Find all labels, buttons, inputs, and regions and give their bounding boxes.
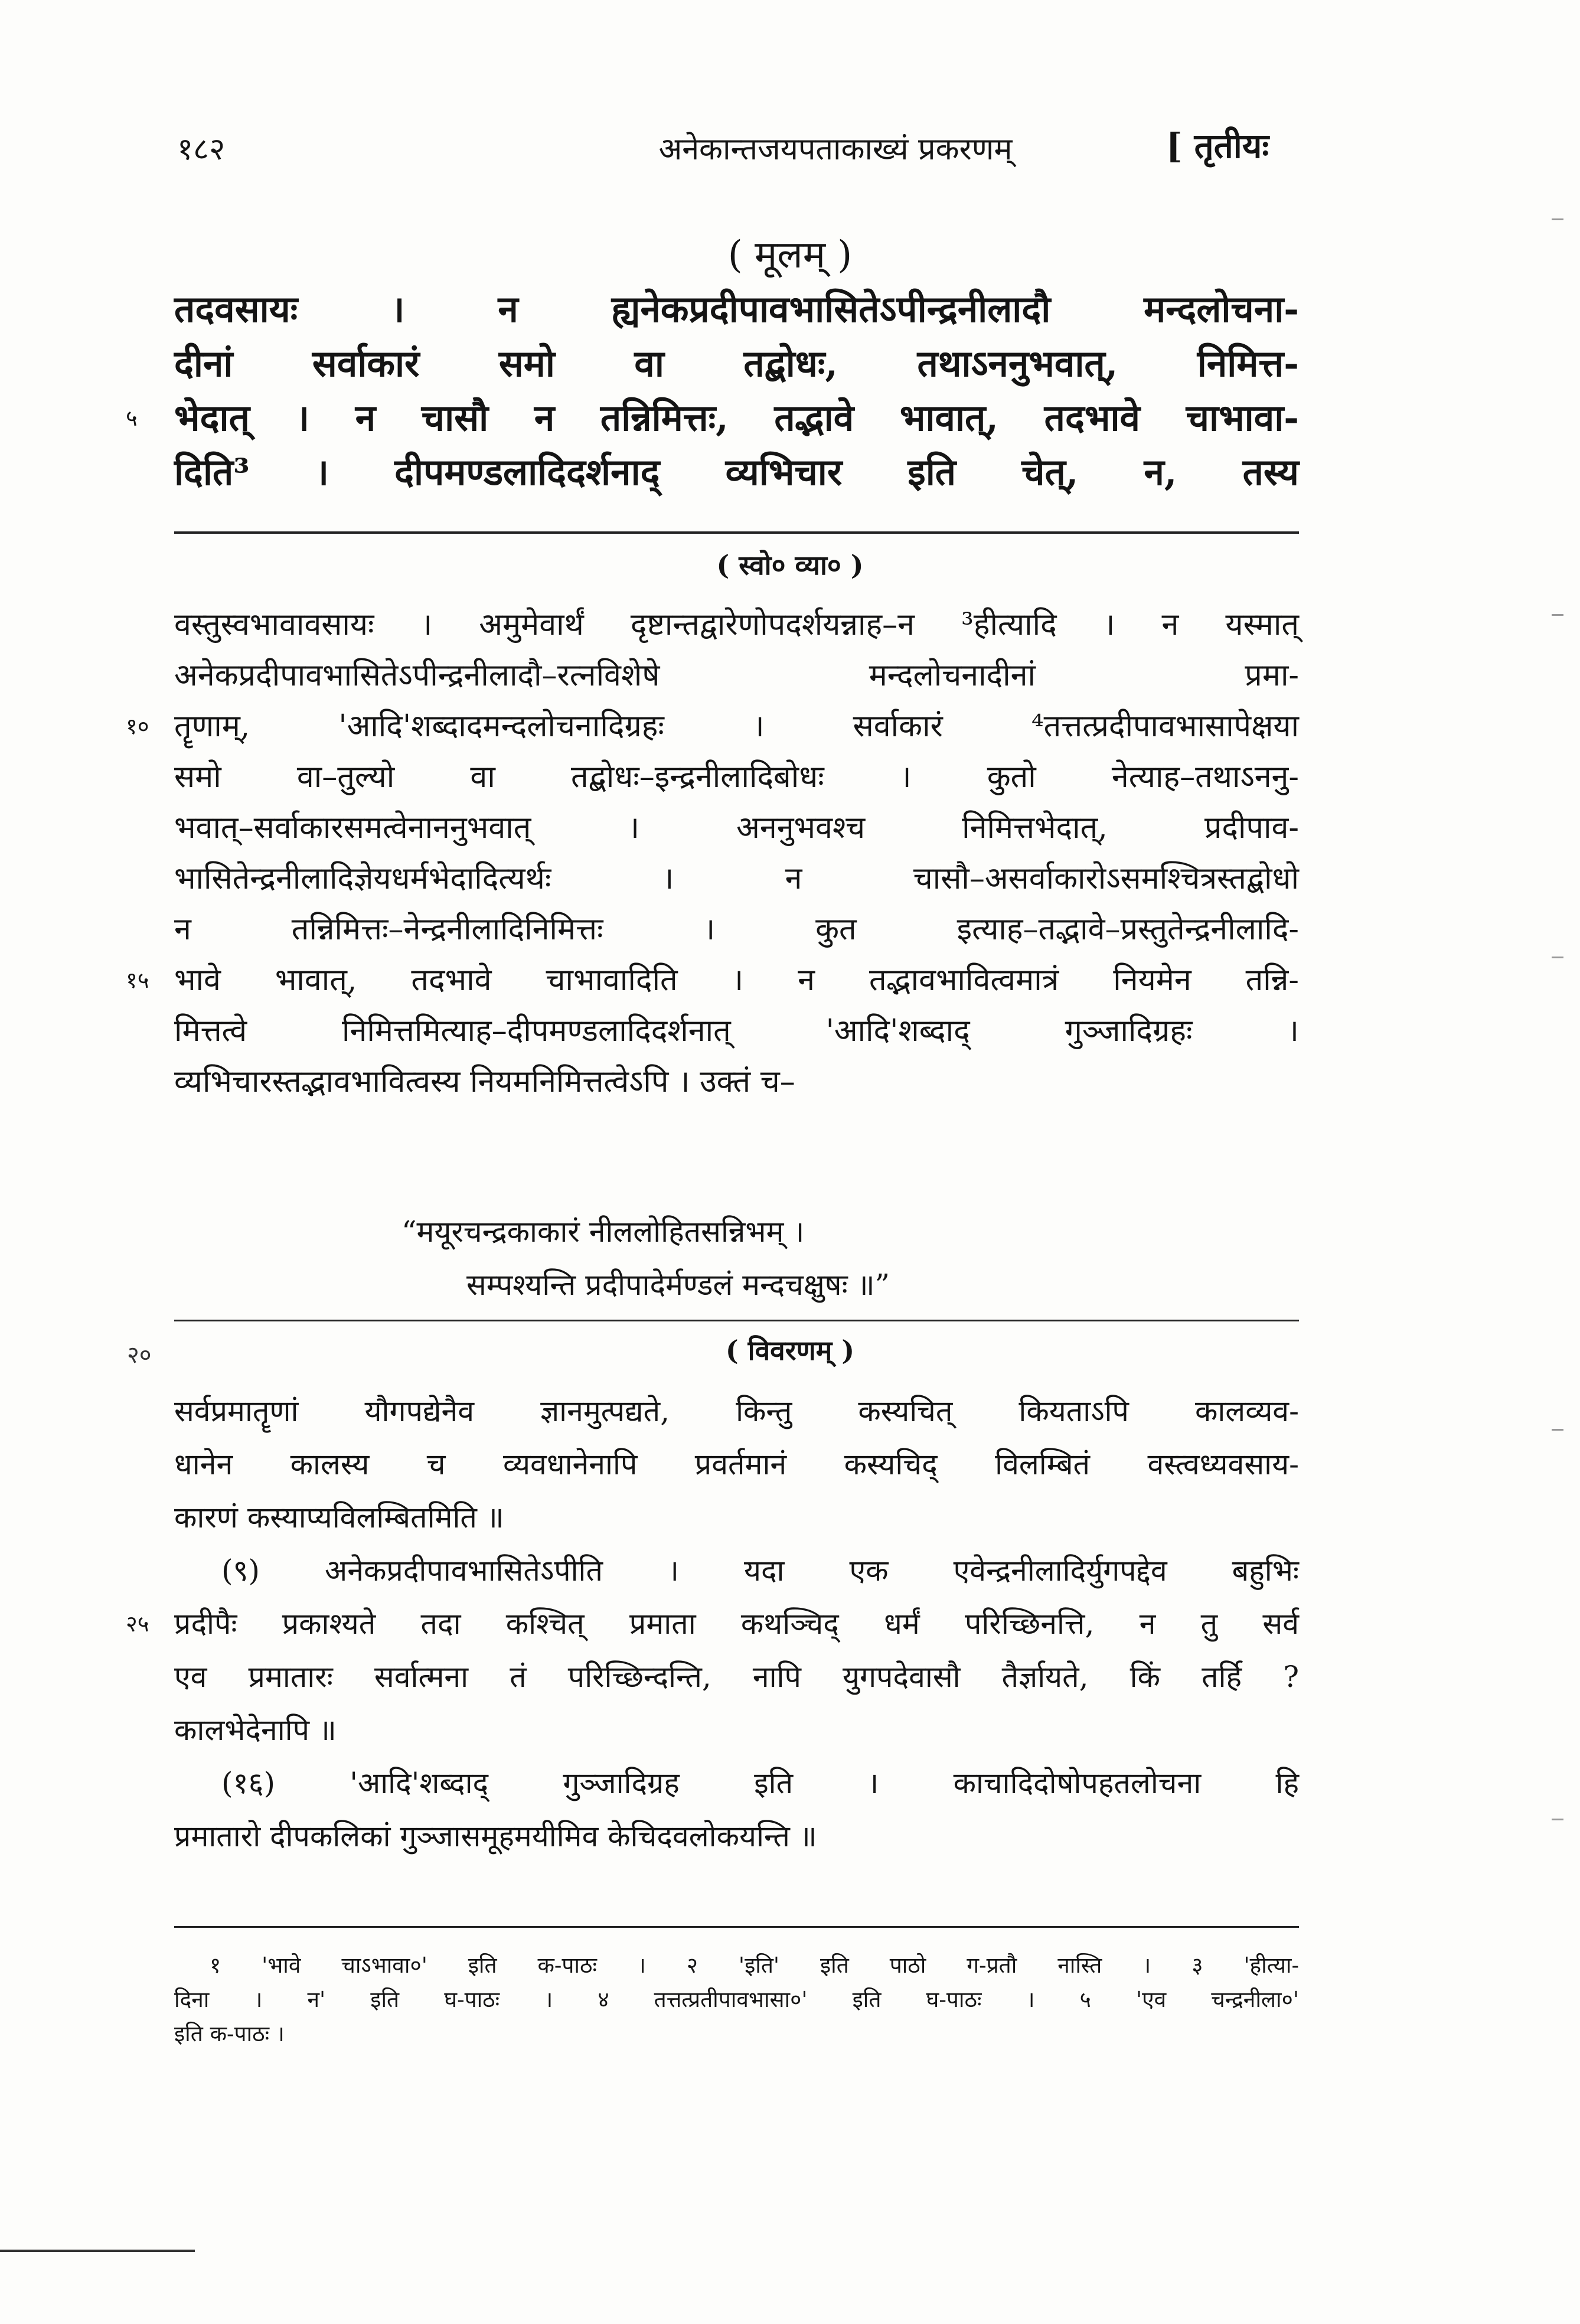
commentary-text	[126, 599, 1299, 1107]
running-title: अनेकान्तजयपताकाख्यं प्रकरणम्	[658, 132, 1013, 167]
footnote-line: इति क-पाठः ।	[174, 2021, 285, 2046]
mulam-line-text: भेदात् । न चासौ न तन्निमित्तः, तद्भावे भावात्, तदभावे चाभावा-	[174, 396, 1299, 439]
verse-line: “मयूरचन्द्रकाकारं नीललोहितसन्निभम् ।	[401, 1215, 805, 1249]
vivaranam-line	[174, 1438, 1299, 1491]
section-divider	[174, 1320, 1299, 1321]
commentary-line-text: समो वा–तुल्यो वा तद्बोधः–इन्द्रनीलादिबोधः । कुतो नेत्याह–तथाऽननु-	[174, 759, 1299, 795]
vivaranam-heading: ( विवरणम् )	[725, 1334, 855, 1366]
mulam-line	[174, 337, 1299, 391]
commentary-line-text: न तन्निमित्तः–नेन्द्रनीलादिनिमित्तः । कुत इत्याह–तद्भावे–प्रस्तुतेन्द्रनीलादि-	[174, 912, 1299, 947]
vivaranam-text	[126, 1385, 1299, 1863]
vivaranam-line	[126, 1597, 1299, 1650]
commentary-line	[174, 599, 1299, 650]
commentary-line	[126, 701, 1299, 752]
vivaranam-line-text: प्रमातारो दीपकलिकां गुञ्जासमूहमयीमिव केचिदवलोकयन्ति ॥	[174, 1819, 817, 1853]
mulam-line	[126, 391, 1299, 445]
section-marker: [ तृतीयः	[1166, 126, 1269, 166]
vivaranam-line-text: (१६) 'आदि'शब्दाद् गुञ्जादिग्रह इति । काचादिदोषोपहतलोचना हि	[221, 1766, 1299, 1800]
mulam-line	[174, 445, 1299, 500]
scan-edge-tick	[1552, 1819, 1563, 1820]
commentary-heading: ( स्वो० व्या० )	[716, 549, 864, 581]
vivaranam-line	[174, 1491, 1299, 1544]
scan-edge-line	[0, 2250, 195, 2252]
vivaranam-line-text: (९) अनेकप्रदीपावभासितेऽपीति । यदा एक एवेन्द्रनीलादिर्युगपद्देव बहुभिः	[221, 1553, 1299, 1588]
section-divider	[174, 531, 1299, 534]
commentary-line	[174, 752, 1299, 802]
scan-edge-tick	[1552, 218, 1563, 220]
commentary-line-text: तॄणाम्, 'आदि'शब्दादमन्दलोचनादिग्रहः । सर्वाकारं ⁴तत्तत्प्रदीपावभासापेक्षया	[174, 709, 1299, 744]
vivaranam-line-text: प्रदीपैः प्रकाश्यते तदा कश्चित् प्रमाता कथञ्चिद् धर्मं परिच्छिनत्ति, न तु सर्व	[174, 1607, 1299, 1641]
commentary-line-text: भासितेन्द्रनीलादिज्ञेयधर्मभेदादित्यर्थः । न चासौ–असर्वाकारोऽसमश्चित्रस्तद्बोधो	[174, 861, 1299, 896]
mulam-text	[126, 282, 1299, 500]
commentary-line	[174, 904, 1299, 955]
vivaranam-line-text: कालभेदेनापि ॥	[174, 1713, 337, 1747]
line-number: १०	[126, 713, 149, 739]
scan-edge-tick	[1552, 957, 1563, 958]
footnote-divider	[174, 1926, 1299, 1928]
commentary-line-text: व्यभिचारस्तद्भावभावित्वस्य नियमनिमित्तत्वेऽपि । उक्तं च–	[174, 1064, 795, 1099]
commentary-line	[174, 853, 1299, 904]
commentary-line	[174, 650, 1299, 701]
mulam-line-text: दिति³ । दीपमण्डलादिदर्शनाद् व्यभिचार इति चेत्, न, तस्य	[174, 451, 1299, 494]
vivaranam-line-text: एव प्रमातारः सर्वात्मना तं परिच्छिन्दन्ति, नापि युगपदेवासौ तैर्ज्ञायते, किं तर्हि ?	[174, 1660, 1299, 1694]
commentary-line-text: मित्तत्वे निमित्तमित्याह–दीपमण्डलादिदर्शनात् 'आदि'शब्दाद् गुञ्जादिग्रहः ।	[174, 1013, 1299, 1049]
footnotes	[174, 1948, 1299, 2051]
page-number: १८२	[177, 132, 226, 167]
commentary-line-text: वस्तुस्वभावावसायः । अमुमेवार्थं दृष्टान्तद्वारेणोपदर्शयन्नाह–न ³हीत्यादि । न यस्मात्	[174, 607, 1299, 642]
mulam-heading: ( मूलम् )	[727, 233, 853, 277]
vivaranam-line	[174, 1385, 1299, 1438]
verse-line: सम्पश्यन्ति प्रदीपादेर्मण्डलं मन्दचक्षुषः ॥”	[466, 1268, 890, 1302]
vivaranam-line	[174, 1757, 1299, 1810]
vivaranam-line-text: धानेन कालस्य च व्यवधानेनापि प्रवर्तमानं कस्यचिद् विलम्बितं वस्त्वध्यवसाय-	[174, 1447, 1299, 1481]
commentary-line	[174, 1056, 1299, 1107]
commentary-line-text: भवात्–सर्वाकारसमत्वेनाननुभवात् । अननुभवश्च निमित्तभेदात्, प्रदीपाव-	[174, 810, 1299, 846]
line-number: ५	[126, 405, 138, 431]
mulam-line	[174, 282, 1299, 337]
vivaranam-line-text: कारणं कस्याप्यविलम्बितमिति ॥	[174, 1500, 504, 1535]
mulam-line-text: तदवसायः । न ह्यनेकप्रदीपावभासितेऽपीन्द्रनीलादौ मन्दलोचना-	[174, 288, 1299, 331]
footnote-line: दिना । न' इति घ-पाठः । ४ तत्तत्प्रतीपावभासा०' इति घ-पाठः । ५ 'एव चन्द्रनीला०'	[174, 1987, 1299, 2012]
scan-edge-tick	[1552, 1429, 1563, 1431]
vivaranam-line	[174, 1810, 1299, 1863]
footnote-line: १ 'भावे चाऽभावा०' इति क-पाठः । २ 'इति' इति पाठो ग-प्रतौ नास्ति । ३ 'हीत्या-	[210, 1953, 1299, 1978]
line-number: २०	[127, 1341, 152, 1369]
mulam-line-text: दीनां सर्वाकारं समो वा तद्बोधः, तथाऽननुभवात्, निमित्त-	[174, 342, 1299, 385]
commentary-line	[174, 802, 1299, 853]
scan-edge-tick	[1552, 614, 1563, 616]
vivaranam-line	[174, 1544, 1299, 1597]
vivaranam-line	[174, 1703, 1299, 1757]
line-number: १५	[126, 967, 149, 993]
vivaranam-line	[174, 1650, 1299, 1703]
commentary-line	[126, 955, 1299, 1006]
vivaranam-line-text: सर्वप्रमातॄणां यौगपद्येनैव ज्ञानमुत्पद्यते, किन्तु कस्यचित् कियताऽपि कालव्यव-	[174, 1394, 1299, 1428]
commentary-line-text: अनेकप्रदीपावभासितेऽपीन्द्रनीलादौ–रत्नविशेषे मन्दलोचनादीनां प्रमा-	[174, 658, 1299, 693]
commentary-line-text: भावे भावात्, तदभावे चाभावादिति । न तद्भावभावित्वमात्रं नियमेन तन्नि-	[174, 962, 1299, 998]
line-number: २५	[126, 1611, 149, 1637]
commentary-line	[174, 1006, 1299, 1056]
